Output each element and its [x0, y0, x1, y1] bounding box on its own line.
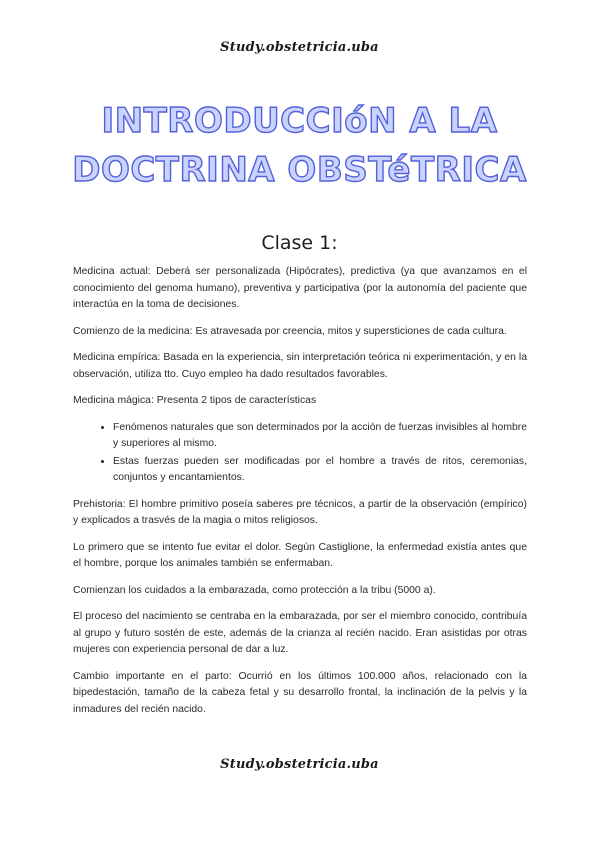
paragraph-medicina-actual: Medicina actual: Deberá ser personalizada (Hipócrates), predictiva (ya que avanzamos en el conocimiento del genoma humano), preventiva y participativa (por la autonomía del paciente que interactúa en la toma de decisiones. — [73, 266, 527, 310]
document-body — [73, 264, 527, 728]
list-item: • Fenómenos naturales que son determinados por la acción de fuerzas invisibles al hombre y superiores al mismo. — [113, 419, 527, 453]
title-line-2: DOCTRINA OBSTéTRICA — [72, 150, 527, 190]
section-heading: Clase 1: — [261, 232, 338, 254]
title-line-1: INTRODUCCIóN A LA — [101, 101, 498, 141]
bullet-list — [73, 419, 527, 487]
page-title — [0, 97, 599, 195]
paragraph-proceso-nacimiento: El proceso del nacimiento se centraba en la embarazada, por ser el miembro conocido, contribuía al grupo y futuro sostén de este, además de la crianza al recién nacido. Eran asistidas por otras mujeres con experiencia personal de dar a luz. — [73, 611, 527, 655]
list-item: • Estas fuerzas pueden ser modificadas por el hombre a través de ritos, ceremonias, conjuntos y encantamientos. — [113, 453, 527, 487]
paragraph-medicina-empirica: Medicina empírica: Basada en la experiencia, sin interpretación teórica ni experimentación, y en la observación, utiliza tto. Cuyo empleo ha dado resultados favorables. — [73, 352, 527, 380]
paragraph-medicina-magica: Medicina mágica: Presenta 2 tipos de características — [73, 395, 317, 406]
paragraph-comienzo-medicina: Comienzo de la medicina: Es atravesada por creencia, mitos y supersticiones de cada cultura. — [73, 325, 507, 337]
paragraph-cuidados-embarazada: Comienzan los cuidados a la embarazada, como protección a la tribu (5000 a). — [73, 584, 436, 596]
watermark-top: Study.obstetricia.uba — [220, 40, 379, 55]
paragraph-prehistoria: Prehistoria: El hombre primitivo poseía saberes pre técnicos, a partir de la observación (empírico) y explicados a trasvés de la magia o mitos religiosos. — [73, 498, 527, 526]
paragraph-cambio-parto: Cambio importante en el parto: Ocurrió en los últimos 100.000 años, relacionado con la bipedestación, tamaño de la cabeza fetal y su desarrollo frontal, la inclinación de la pelvis y la inmadures del recién nacido. — [73, 670, 527, 715]
watermark-bottom: Study.obstetricia.uba — [220, 757, 379, 772]
paragraph-evitar-dolor: Lo primero que se intento fue evitar el dolor. Según Castiglione, la enfermedad existía antes que el hombre, porque los animales también se enfermaban. — [73, 541, 527, 569]
